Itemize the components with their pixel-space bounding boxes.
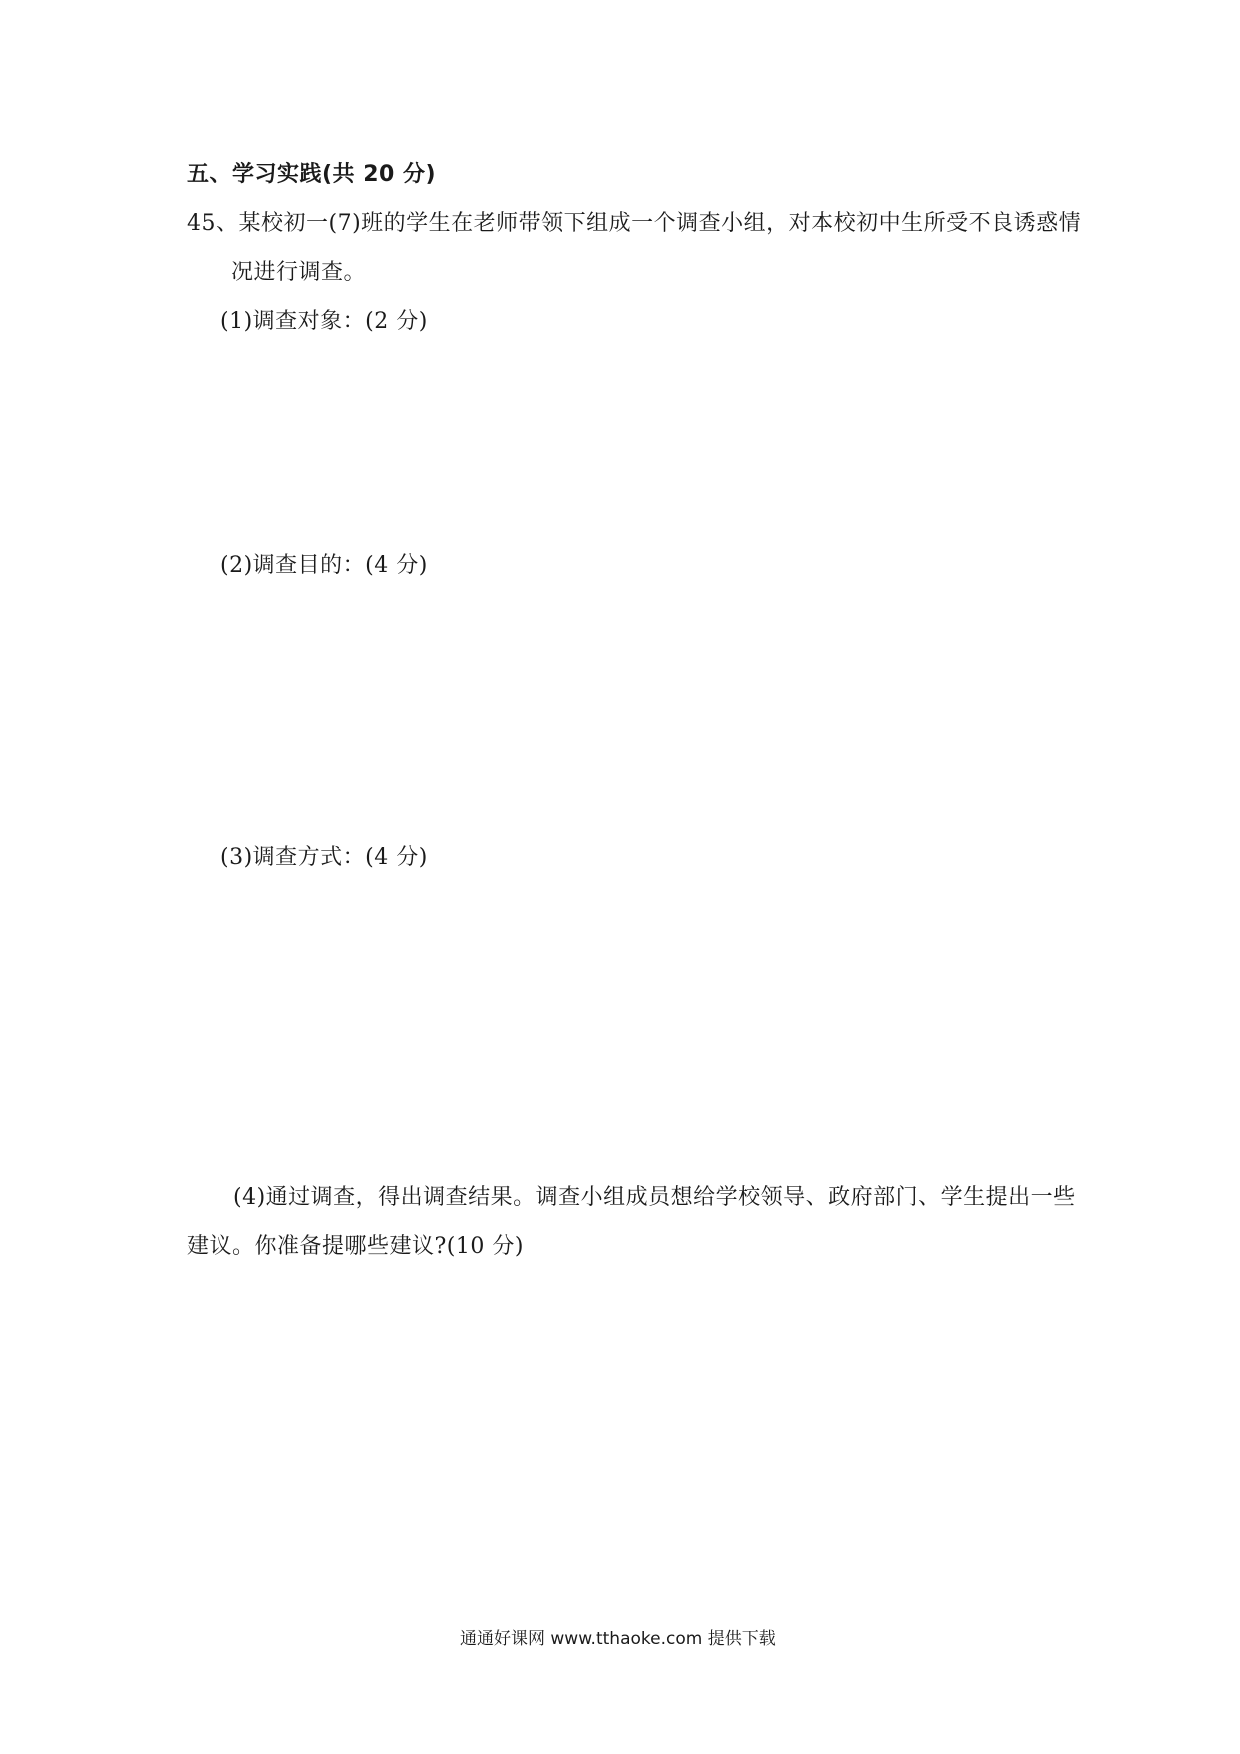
sub-question-4-line2: 建议。你准备提哪些建议?(10 分) [187,1234,524,1259]
sub-question-4-line1: (4)通过调查，得出调查结果。调查小组成员想给学校领导、政府部门、学生提出一些 [233,1185,1076,1210]
sub-question-2: (2)调查目的：(4 分) [220,553,428,578]
question-intro-line2: 况进行调查。 [231,260,367,285]
question-intro-line1: 45、某校初一(7)班的学生在老师带领下组成一个调查小组，对本校初中生所受不良诱惑情 [187,211,1082,236]
sub-question-3: (3)调查方式：(4 分) [220,845,428,870]
section-title: 五、学习实践(共 20 分) [187,162,437,187]
sub-question-1: (1)调查对象：(2 分) [220,309,428,334]
footer-download-note: 通通好课网 www.tthaoke.com 提供下载 [460,1629,776,1649]
